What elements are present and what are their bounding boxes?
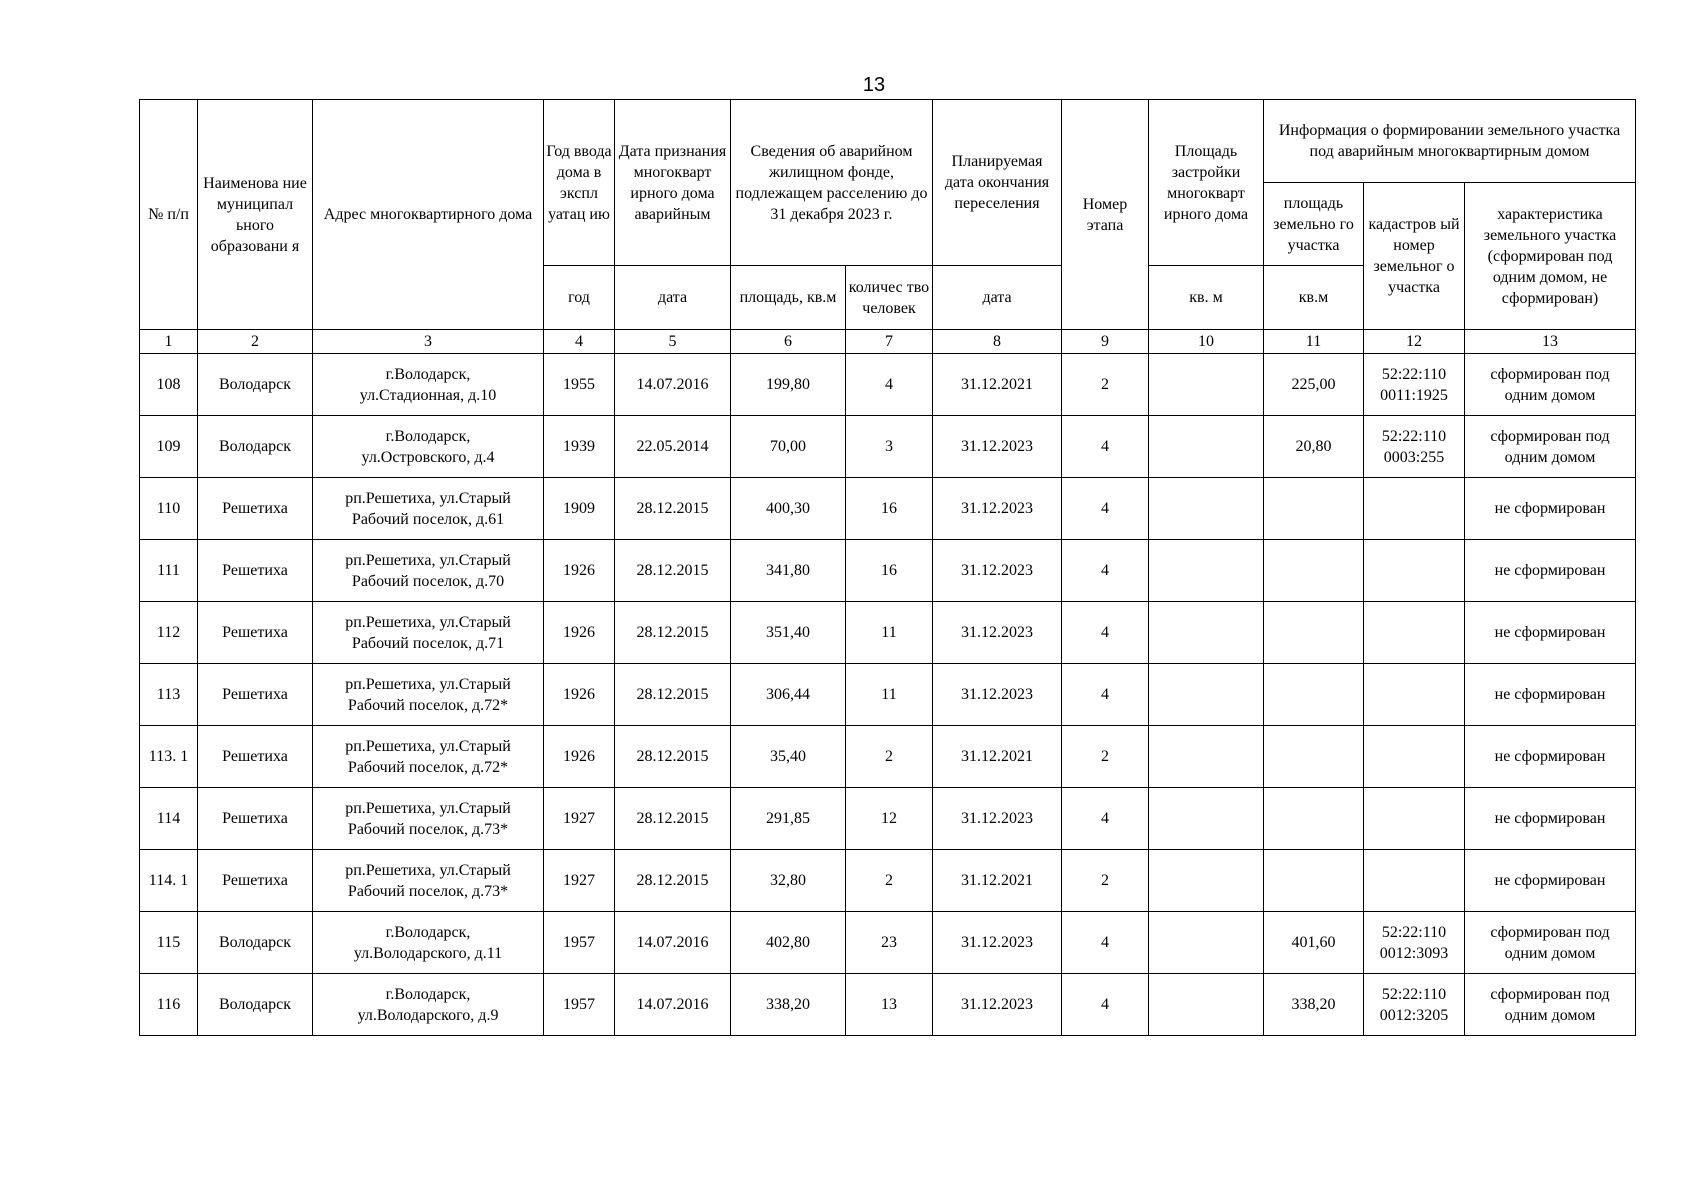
address-line-2: Рабочий поселок, д.73* — [347, 820, 509, 838]
cell-building-area — [1149, 788, 1264, 850]
cell-recognition-date: 28.12.2015 — [615, 664, 731, 726]
header-municipality: Наименова ние муниципал ьного образовани я — [198, 100, 313, 330]
column-number: 9 — [1062, 330, 1149, 354]
cell-year-built: 1926 — [544, 540, 615, 602]
cell-municipality: Володарск — [198, 354, 313, 416]
cell-recognition-date: 28.12.2015 — [615, 726, 731, 788]
cell-land-characteristic — [1465, 416, 1636, 478]
cell-address — [313, 974, 544, 1036]
address-line-2: Рабочий поселок, д.61 — [351, 510, 505, 528]
cell-year-built: 1926 — [544, 726, 615, 788]
header-address: Адрес многоквартирного дома — [313, 100, 544, 330]
table-row — [140, 912, 1636, 974]
cell-number: 113 — [140, 664, 198, 726]
data-rows — [140, 354, 1636, 1036]
cell-land-characteristic — [1465, 850, 1636, 912]
column-number: 11 — [1264, 330, 1364, 354]
header-stage: Номер этапа — [1062, 100, 1149, 330]
characteristic-line-1: не сформирован — [1494, 810, 1606, 827]
cadastral-line-2: 0012:3093 — [1379, 944, 1449, 962]
cell-municipality: Решетиха — [198, 850, 313, 912]
cell-people: 16 — [846, 540, 933, 602]
cell-year-built: 1955 — [544, 354, 615, 416]
cell-land-characteristic — [1465, 726, 1636, 788]
cell-address — [313, 416, 544, 478]
cell-planned-date: 31.12.2023 — [933, 912, 1062, 974]
cell-people: 23 — [846, 912, 933, 974]
cell-address — [313, 664, 544, 726]
characteristic-line-1: не сформирован — [1494, 562, 1606, 579]
unit-people: количес тво человек — [846, 266, 933, 330]
cell-stage: 4 — [1062, 974, 1149, 1036]
cell-land-characteristic — [1465, 354, 1636, 416]
cell-address — [313, 354, 544, 416]
cell-area: 35,40 — [731, 726, 846, 788]
cell-stage: 4 — [1062, 602, 1149, 664]
cell-number: 112 — [140, 602, 198, 664]
cell-planned-date: 31.12.2021 — [933, 726, 1062, 788]
cell-cadastral-number — [1364, 912, 1465, 974]
cell-people: 16 — [846, 478, 933, 540]
cell-recognition-date: 28.12.2015 — [615, 540, 731, 602]
cell-cadastral-number — [1364, 602, 1465, 664]
cell-cadastral-number — [1364, 664, 1465, 726]
table-row — [140, 664, 1636, 726]
address-line-1: г.Володарск, — [385, 365, 471, 383]
characteristic-line-2: одним домом — [1504, 1006, 1596, 1024]
column-number: 10 — [1149, 330, 1264, 354]
cell-area: 402,80 — [731, 912, 846, 974]
cell-planned-date: 31.12.2023 — [933, 478, 1062, 540]
header-recognition-date: Дата признания многокварт ирного дома аварийным — [615, 100, 731, 266]
cell-land-characteristic — [1465, 540, 1636, 602]
column-number: 7 — [846, 330, 933, 354]
cell-recognition-date: 28.12.2015 — [615, 602, 731, 664]
cell-year-built: 1909 — [544, 478, 615, 540]
cell-year-built: 1927 — [544, 788, 615, 850]
characteristic-line-2: одним домом — [1504, 944, 1596, 962]
address-line-1: г.Володарск, — [385, 427, 471, 445]
table-row — [140, 850, 1636, 912]
cell-address — [313, 478, 544, 540]
column-numbers-row — [140, 330, 1636, 354]
cell-recognition-date: 14.07.2016 — [615, 974, 731, 1036]
header-land-info: Информация о формировании земельного участка под аварийным многоквартирным домом — [1264, 100, 1636, 183]
cell-area: 32,80 — [731, 850, 846, 912]
cell-address — [313, 912, 544, 974]
header-year-built: Год ввода дома в экспл уатац ию — [544, 100, 615, 266]
cell-planned-date: 31.12.2021 — [933, 850, 1062, 912]
cell-building-area — [1149, 354, 1264, 416]
cell-year-built: 1926 — [544, 664, 615, 726]
cell-number: 108 — [140, 354, 198, 416]
cell-building-area — [1149, 974, 1264, 1036]
characteristic-line-2: одним домом — [1504, 386, 1596, 404]
cell-area: 400,30 — [731, 478, 846, 540]
cell-year-built: 1939 — [544, 416, 615, 478]
cell-area: 306,44 — [731, 664, 846, 726]
unit-land-area: кв.м — [1264, 266, 1364, 330]
table-row — [140, 602, 1636, 664]
cell-municipality: Решетиха — [198, 540, 313, 602]
cell-municipality: Володарск — [198, 416, 313, 478]
cell-number: 109 — [140, 416, 198, 478]
cadastral-line-1: 52:22:110 — [1381, 923, 1447, 941]
cell-stage: 4 — [1062, 788, 1149, 850]
cell-number: 116 — [140, 974, 198, 1036]
cell-land-characteristic — [1465, 664, 1636, 726]
cell-stage: 2 — [1062, 850, 1149, 912]
address-line-2: Рабочий поселок, д.70 — [351, 572, 505, 590]
cell-stage: 4 — [1062, 478, 1149, 540]
cell-cadastral-number — [1364, 974, 1465, 1036]
cell-recognition-date: 28.12.2015 — [615, 788, 731, 850]
cell-people: 3 — [846, 416, 933, 478]
characteristic-line-1: не сформирован — [1494, 624, 1606, 641]
characteristic-line-1: сформирован под — [1490, 365, 1610, 383]
cell-planned-date: 31.12.2023 — [933, 602, 1062, 664]
cell-address — [313, 726, 544, 788]
cell-land-area — [1264, 478, 1364, 540]
cell-land-area — [1264, 726, 1364, 788]
cell-people: 4 — [846, 354, 933, 416]
address-line-1: рп.Решетиха, ул.Старый — [345, 613, 511, 631]
characteristic-line-1: не сформирован — [1494, 748, 1606, 765]
cell-land-characteristic — [1465, 912, 1636, 974]
cell-number: 114 — [140, 788, 198, 850]
cell-land-area — [1264, 850, 1364, 912]
cell-land-area: 338,20 — [1264, 974, 1364, 1036]
header-cadastral-number: кадастров ый номер земельног о участка — [1364, 183, 1465, 330]
cadastral-line-1: 52:22:110 — [1381, 427, 1447, 445]
cell-stage: 4 — [1062, 416, 1149, 478]
address-line-1: г.Володарск, — [385, 985, 471, 1003]
cell-people: 12 — [846, 788, 933, 850]
column-number: 1 — [140, 330, 198, 354]
table-row — [140, 726, 1636, 788]
characteristic-line-1: не сформирован — [1494, 500, 1606, 517]
cell-municipality: Володарск — [198, 974, 313, 1036]
address-line-2: Рабочий поселок, д.73* — [347, 882, 509, 900]
cell-building-area — [1149, 540, 1264, 602]
cell-address — [313, 788, 544, 850]
cell-address — [313, 540, 544, 602]
cell-municipality: Решетиха — [198, 478, 313, 540]
cell-cadastral-number — [1364, 416, 1465, 478]
unit-building-area: кв. м — [1149, 266, 1264, 330]
table-row — [140, 354, 1636, 416]
address-line-2: Рабочий поселок, д.72* — [347, 758, 509, 776]
cell-land-characteristic — [1465, 602, 1636, 664]
cell-planned-date: 31.12.2023 — [933, 788, 1062, 850]
column-number: 13 — [1465, 330, 1636, 354]
cell-people: 2 — [846, 850, 933, 912]
cell-building-area — [1149, 416, 1264, 478]
cell-building-area — [1149, 912, 1264, 974]
cell-stage: 4 — [1062, 664, 1149, 726]
cell-municipality: Решетиха — [198, 726, 313, 788]
cell-stage: 2 — [1062, 726, 1149, 788]
cell-number: 113. 1 — [140, 726, 198, 788]
cell-area: 341,80 — [731, 540, 846, 602]
cadastral-line-1: 52:22:110 — [1381, 985, 1447, 1003]
cell-area: 70,00 — [731, 416, 846, 478]
characteristic-line-2: одним домом — [1504, 448, 1596, 466]
cell-planned-date: 31.12.2021 — [933, 354, 1062, 416]
cell-cadastral-number — [1364, 726, 1465, 788]
header-building-area: Площадь застройки многокварт ирного дома — [1149, 100, 1264, 266]
header-emergency-fund: Сведения об аварийном жилищном фонде, подлежащем расселению до 31 декабря 2023 г. — [731, 100, 933, 266]
address-line-2: ул.Стадионная, д.10 — [359, 386, 497, 404]
cell-recognition-date: 14.07.2016 — [615, 912, 731, 974]
cell-recognition-date: 28.12.2015 — [615, 850, 731, 912]
address-line-1: рп.Решетиха, ул.Старый — [345, 489, 511, 507]
cell-planned-date: 31.12.2023 — [933, 540, 1062, 602]
header-row-1 — [140, 100, 1636, 183]
column-number: 3 — [313, 330, 544, 354]
unit-plan-date: дата — [933, 266, 1062, 330]
table-row — [140, 974, 1636, 1036]
cell-cadastral-number — [1364, 850, 1465, 912]
cell-area: 351,40 — [731, 602, 846, 664]
address-line-2: Рабочий поселок, д.71 — [351, 634, 505, 652]
address-line-1: рп.Решетиха, ул.Старый — [345, 675, 511, 693]
cadastral-line-2: 0012:3205 — [1379, 1006, 1449, 1024]
cell-area: 338,20 — [731, 974, 846, 1036]
cell-number: 111 — [140, 540, 198, 602]
unit-date: дата — [615, 266, 731, 330]
unit-year: год — [544, 266, 615, 330]
address-line-2: ул.Володарского, д.11 — [353, 944, 503, 962]
table-row — [140, 540, 1636, 602]
header-land-area: площадь земельно го участка — [1264, 183, 1364, 266]
characteristic-line-1: не сформирован — [1494, 686, 1606, 703]
cell-land-characteristic — [1465, 974, 1636, 1036]
cell-recognition-date: 22.05.2014 — [615, 416, 731, 478]
cell-area: 199,80 — [731, 354, 846, 416]
cell-land-area — [1264, 602, 1364, 664]
cell-stage: 4 — [1062, 912, 1149, 974]
address-line-2: ул.Володарского, д.9 — [357, 1006, 499, 1024]
cell-stage: 4 — [1062, 540, 1149, 602]
address-line-1: рп.Решетиха, ул.Старый — [345, 799, 511, 817]
page-number: 13 — [862, 74, 886, 96]
table-row — [140, 416, 1636, 478]
cell-land-area — [1264, 664, 1364, 726]
emergency-housing-table — [139, 99, 1636, 1036]
cell-municipality: Решетиха — [198, 602, 313, 664]
cell-number: 110 — [140, 478, 198, 540]
cell-cadastral-number — [1364, 540, 1465, 602]
column-number: 5 — [615, 330, 731, 354]
cell-land-characteristic — [1465, 478, 1636, 540]
column-number: 12 — [1364, 330, 1465, 354]
address-line-1: рп.Решетиха, ул.Старый — [345, 737, 511, 755]
column-number: 8 — [933, 330, 1062, 354]
address-line-2: ул.Островского, д.4 — [361, 448, 495, 466]
characteristic-line-1: не сформирован — [1494, 872, 1606, 889]
cadastral-line-2: 0003:255 — [1383, 448, 1445, 466]
column-number: 6 — [731, 330, 846, 354]
header-land-characteristic: характеристика земельного участка (сформирован под одним домом, не сформирован) — [1465, 183, 1636, 330]
column-number: 4 — [544, 330, 615, 354]
cell-address — [313, 602, 544, 664]
cell-people: 2 — [846, 726, 933, 788]
cadastral-line-2: 0011:1925 — [1380, 386, 1448, 404]
cell-recognition-date: 28.12.2015 — [615, 478, 731, 540]
unit-area: площадь, кв.м — [731, 266, 846, 330]
cell-cadastral-number — [1364, 788, 1465, 850]
characteristic-line-1: сформирован под — [1490, 923, 1610, 941]
cell-number: 114. 1 — [140, 850, 198, 912]
cell-municipality: Решетиха — [198, 788, 313, 850]
cell-building-area — [1149, 478, 1264, 540]
characteristic-line-1: сформирован под — [1490, 427, 1610, 445]
cell-land-area — [1264, 540, 1364, 602]
header-planned-date: Планируемая дата окончания переселения — [933, 100, 1062, 266]
cell-municipality: Решетиха — [198, 664, 313, 726]
cell-number: 115 — [140, 912, 198, 974]
cell-municipality: Володарск — [198, 912, 313, 974]
cell-year-built: 1957 — [544, 912, 615, 974]
cell-cadastral-number — [1364, 354, 1465, 416]
cell-land-area: 401,60 — [1264, 912, 1364, 974]
table-row — [140, 788, 1636, 850]
cell-address — [313, 850, 544, 912]
cell-building-area — [1149, 850, 1264, 912]
cell-building-area — [1149, 602, 1264, 664]
address-line-1: г.Володарск, — [385, 923, 471, 941]
cell-planned-date: 31.12.2023 — [933, 664, 1062, 726]
cell-building-area — [1149, 726, 1264, 788]
cell-year-built: 1957 — [544, 974, 615, 1036]
cell-year-built: 1927 — [544, 850, 615, 912]
table-row — [140, 478, 1636, 540]
address-line-2: Рабочий поселок, д.72* — [347, 696, 509, 714]
cell-land-area — [1264, 788, 1364, 850]
cell-area: 291,85 — [731, 788, 846, 850]
cell-stage: 2 — [1062, 354, 1149, 416]
characteristic-line-1: сформирован под — [1490, 985, 1610, 1003]
cell-people: 11 — [846, 602, 933, 664]
cell-land-characteristic — [1465, 788, 1636, 850]
cell-people: 11 — [846, 664, 933, 726]
address-line-1: рп.Решетиха, ул.Старый — [345, 861, 511, 879]
header-number: № п/п — [140, 100, 198, 330]
cadastral-line-1: 52:22:110 — [1381, 365, 1447, 383]
column-number: 2 — [198, 330, 313, 354]
cell-land-area: 225,00 — [1264, 354, 1364, 416]
address-line-1: рп.Решетиха, ул.Старый — [345, 551, 511, 569]
cell-people: 13 — [846, 974, 933, 1036]
cell-recognition-date: 14.07.2016 — [615, 354, 731, 416]
cell-planned-date: 31.12.2023 — [933, 974, 1062, 1036]
cell-cadastral-number — [1364, 478, 1465, 540]
cell-year-built: 1926 — [544, 602, 615, 664]
cell-planned-date: 31.12.2023 — [933, 416, 1062, 478]
cell-building-area — [1149, 664, 1264, 726]
cell-land-area: 20,80 — [1264, 416, 1364, 478]
